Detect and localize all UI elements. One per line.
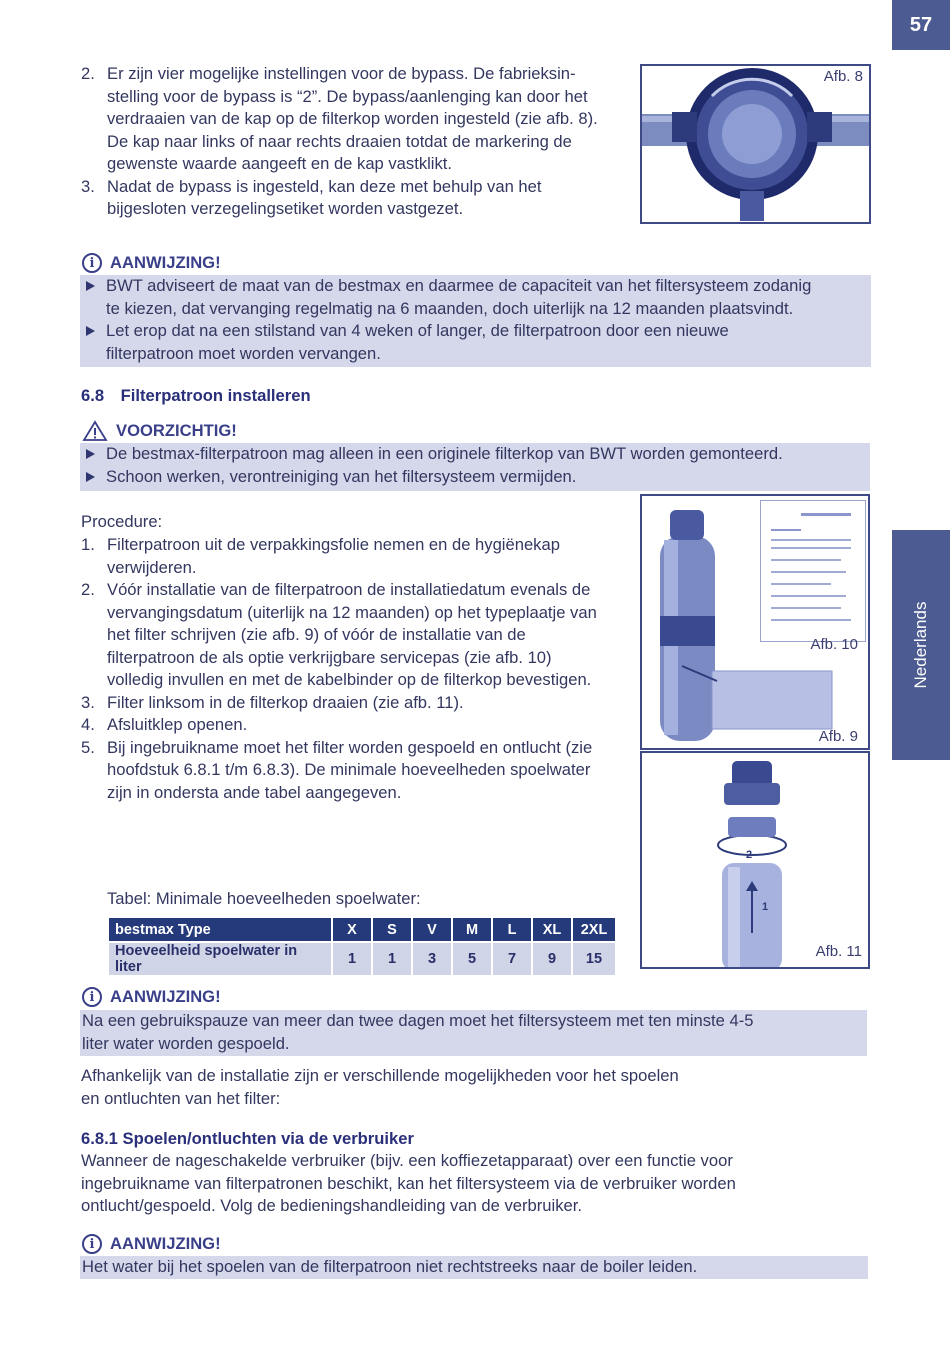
figure-10-label: Afb. 10 (810, 636, 858, 653)
filter-install-illustration (642, 753, 870, 969)
table-caption: Tabel: Minimale hoeveelheden spoelwater: (107, 889, 421, 908)
table-header-row: bestmax Type X S V M L XL 2XL (108, 917, 616, 942)
warning-icon (82, 420, 108, 442)
paragraph-afhankelijk: Afhankelijk van de installatie zijn er verschillende mogelijkheden voor het spoelen en ontluchten van het filter: (81, 1066, 679, 1108)
service-pass-illustration (761, 501, 865, 641)
section-heading-6-8: 6.8 Filterpatroon installeren (81, 386, 311, 405)
figure-8 (640, 64, 871, 224)
figure-10 (760, 500, 866, 642)
list-item: 1. Filterpatroon uit de verpakkingsfolie nemen en de hygiënekap verwijderen. (81, 535, 560, 577)
list-item: 5. Bij ingebruikname moet het filter worden gespoeld en ontlucht (zie hoofdstuk 6.8.1 t/m 6.8.3). De minimale hoeveelheden spoelwater zijn in ondersta ande tabel aangegeven. (81, 737, 593, 802)
info-icon: i (82, 1234, 102, 1254)
procedure-steps (81, 534, 636, 804)
arrow-mark-1: 1 (762, 901, 769, 913)
caution-box (80, 443, 870, 493)
list-item: 2. Vóór installatie van de filterpatroon de installatiedatum evenals de vervangingsdatum (uiterlijk na 12 maanden) op het typeplaatje van het filter schrijven (zie afb. 9) of vóór de installatie van de filterpatroon de als optie verkrijgbare servicepas (zie afb. 10) volledig invullen en met de kabelbinder op de filterkop bevestigen. (81, 580, 597, 689)
note-heading: i AANWIJZING! (82, 1234, 221, 1254)
table-row: Hoeveelheid spoelwater in liter 1 1 3 5 7 9 15 (108, 942, 616, 976)
bullet-item: De bestmax-filterpatroon mag alleen in een originele filterkop van BWT worden gemonteerd. (80, 443, 870, 466)
note-box: Na een gebruikspauze van meer dan twee dagen moet het filtersysteem met ten minste 4-5 liter water worden gespoeld. (80, 1010, 867, 1058)
bypass-steps (81, 63, 631, 221)
bypass-head-illustration (642, 66, 871, 224)
list-item: 2. Er zijn vier mogelijke instellingen voor de bypass. De fabrieksin- stelling voor de bypass is “2”. De bypass/aanlenging kan door het verdraaien van de kap op de filterkop worden ingesteld (zie afb. 8). De kap naar links of naar rechts draaien totdat de markering de gewenste waarde aangeeft en de kap vastklikt. (81, 64, 598, 173)
note-heading: i AANWIJZING! (82, 987, 221, 1007)
figure-9 (640, 494, 870, 750)
bullet-item: Schoon werken, verontreiniging van het filtersysteem vermijden. (80, 466, 870, 489)
info-icon: i (82, 253, 102, 273)
language-tab-label: Nederlands (911, 601, 930, 689)
list-item: 4. Afsluitklep openen. (81, 715, 248, 734)
language-tab (892, 530, 950, 760)
note-heading: i AANWIJZING! (82, 253, 221, 273)
caution-heading: VOORZICHTIG! (82, 420, 237, 442)
figure-11 (640, 751, 870, 969)
list-item: 3. Filter linksom in de filterkop draaien (zie afb. 11). (81, 692, 464, 712)
note-box (80, 275, 871, 369)
paragraph-6-8-1: Wanneer de nageschakelde verbruiker (bijv. een koffiezetapparaat) over een functie voor ingebruikname van filterpatronen beschikt, kan het filtersysteem via de verbruiker worden ontlucht/gespoeld. Volg de bedieningshandleiding van de verbruiker. (81, 1151, 736, 1215)
figure-11-label: Afb. 11 (815, 943, 862, 960)
spoelwater-table (107, 916, 617, 977)
procedure-title: Procedure: (81, 512, 163, 531)
bullet-item: Let erop dat na een stilstand van 4 weken of langer, de filterpatroon door een nieuwe filterpatroon moet worden vervangen. (80, 320, 871, 365)
figure-9-label: Afb. 9 (818, 728, 858, 745)
note-box: Het water bij het spoelen van de filterpatroon niet rechtstreeks naar de boiler leiden. (80, 1256, 868, 1281)
info-icon: i (82, 987, 102, 1007)
arrow-mark-2: 2 (746, 849, 753, 861)
section-heading-6-8-1: 6.8.1 Spoelen/ontluchten via de verbruiker (81, 1129, 414, 1148)
page-number: 57 (892, 0, 950, 50)
figure-8-label: Afb. 8 (823, 68, 863, 85)
list-item: 3. Nadat de bypass is ingesteld, kan deze met behulp van het bijgesloten verzegelingsetiket worden vastgezet. (81, 176, 542, 218)
bullet-item: BWT adviseert de maat van de bestmax en daarmee de capaciteit van het filtersysteem zodanig te kiezen, dat vervanging regelmatig na 6 maanden, doch uiterlijk na 12 maanden plaatsvindt. (80, 275, 871, 320)
